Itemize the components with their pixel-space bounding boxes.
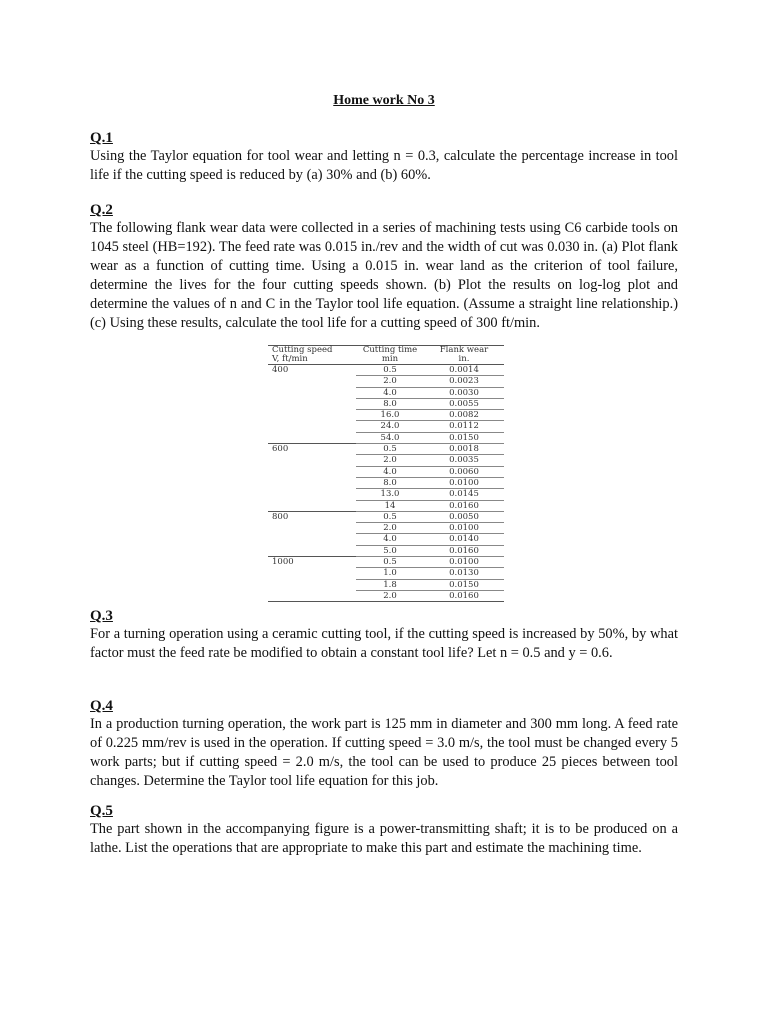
table-row: [268, 534, 504, 545]
question-1: [90, 129, 678, 185]
cell-cutting-speed: [268, 410, 356, 421]
question-label: Q.5: [90, 803, 113, 819]
table-row: [268, 489, 504, 500]
cell-cutting-speed: [268, 568, 356, 579]
cell-cutting-time: 2.0: [356, 376, 424, 387]
table-row: [268, 410, 504, 421]
cell-cutting-time: 13.0: [356, 489, 424, 500]
question-label: Q.3: [90, 608, 113, 624]
cell-cutting-time: 1.0: [356, 568, 424, 579]
cell-cutting-speed: [268, 500, 356, 511]
cell-flank-wear: 0.0130: [424, 568, 504, 579]
question-label: Q.1: [90, 130, 113, 146]
cell-flank-wear: 0.0050: [424, 511, 504, 522]
cell-cutting-time: 0.5: [356, 444, 424, 455]
cell-cutting-time: 54.0: [356, 432, 424, 443]
cell-cutting-time: 5.0: [356, 545, 424, 556]
cell-flank-wear: 0.0160: [424, 545, 504, 556]
cell-cutting-time: 4.0: [356, 534, 424, 545]
cell-cutting-speed: 1000: [268, 557, 356, 568]
table-row: [268, 455, 504, 466]
header-line: Cutting speed: [272, 345, 333, 355]
table-row: [268, 579, 504, 590]
flank-wear-table-container: [268, 345, 504, 602]
question-text: The following flank wear data were collected in a series of machining tests using C6 carbide tools on 1045 steel (HB=192). The feed rate was 0.015 in./rev and the width of cut was 0.030 in. (a) Plot flank wear as a function of cutting time. Using a 0.015 in. wear land as the criterion of tool failure, determine the lives for the four cutting speeds shown. (b) Plot the results on log-log plot and determine the values of n and C in the Taylor tool life equation. (Assume a straight line relationship.) (c) Using these results, calculate the tool life for a cutting speed of 300 ft/min.: [90, 220, 678, 331]
question-label: Q.4: [90, 698, 113, 714]
table-row: [268, 398, 504, 409]
question-text: Using the Taylor equation for tool wear and letting n = 0.3, calculate the percentage increase in tool life if the cutting speed is reduced by (a) 30% and (b) 60%.: [90, 148, 678, 183]
header-line: in.: [458, 354, 470, 364]
cell-cutting-time: 16.0: [356, 410, 424, 421]
table-row: [268, 365, 504, 376]
table-row: [268, 568, 504, 579]
question-text: The part shown in the accompanying figure is a power-transmitting shaft; it is to be produced on a lathe. List the operations that are appropriate to make this part and estimate the machining time.: [90, 821, 678, 856]
cell-cutting-time: 14: [356, 500, 424, 511]
page-title: Home work No 3: [333, 93, 435, 108]
question-3: [90, 607, 678, 663]
table-header-row: [268, 346, 504, 365]
cell-cutting-time: 4.0: [356, 466, 424, 477]
table-row: [268, 376, 504, 387]
question-text: For a turning operation using a ceramic cutting tool, if the cutting speed is increased by 50%, by what factor must the feed rate be modified to obtain a constant tool life? Let n = 0.5 and y = 0.6.: [90, 626, 678, 661]
table-row: [268, 523, 504, 534]
table-row: [268, 432, 504, 443]
header-line: min: [381, 354, 399, 364]
cell-cutting-speed: [268, 590, 356, 601]
cell-cutting-time: 2.0: [356, 455, 424, 466]
question-5: [90, 802, 678, 858]
cell-flank-wear: 0.0035: [424, 455, 504, 466]
cell-flank-wear: 0.0160: [424, 590, 504, 601]
cell-flank-wear: 0.0160: [424, 500, 504, 511]
cell-cutting-time: 4.0: [356, 387, 424, 398]
cell-cutting-speed: [268, 477, 356, 488]
cell-flank-wear: 0.0112: [424, 421, 504, 432]
cell-cutting-time: 24.0: [356, 421, 424, 432]
header-line: Cutting time: [362, 345, 418, 355]
cell-cutting-time: 0.5: [356, 557, 424, 568]
cell-cutting-speed: [268, 376, 356, 387]
cell-cutting-speed: [268, 534, 356, 545]
cell-cutting-speed: 400: [268, 365, 356, 376]
table-row: [268, 466, 504, 477]
cell-cutting-speed: [268, 545, 356, 556]
table-row: [268, 421, 504, 432]
table-row: [268, 545, 504, 556]
cell-cutting-time: 0.5: [356, 365, 424, 376]
question-4: [90, 697, 678, 791]
table-row: [268, 500, 504, 511]
cell-flank-wear: 0.0023: [424, 376, 504, 387]
cell-flank-wear: 0.0150: [424, 579, 504, 590]
header-cutting-speed: [268, 346, 356, 365]
table-row: [268, 444, 504, 455]
cell-cutting-time: 8.0: [356, 398, 424, 409]
cell-cutting-speed: 800: [268, 511, 356, 522]
table-row: [268, 477, 504, 488]
table-row: [268, 511, 504, 522]
cell-flank-wear: 0.0150: [424, 432, 504, 443]
cell-flank-wear: 0.0100: [424, 477, 504, 488]
cell-flank-wear: 0.0018: [424, 444, 504, 455]
table-row: [268, 387, 504, 398]
cell-flank-wear: 0.0145: [424, 489, 504, 500]
header-cutting-time: [356, 346, 424, 365]
cell-cutting-time: 8.0: [356, 477, 424, 488]
cell-cutting-speed: [268, 432, 356, 443]
cell-flank-wear: 0.0082: [424, 410, 504, 421]
header-line: V, ft/min: [272, 354, 308, 364]
cell-cutting-speed: [268, 421, 356, 432]
cell-cutting-time: 1.8: [356, 579, 424, 590]
flank-wear-table: [268, 345, 504, 602]
cell-cutting-speed: [268, 466, 356, 477]
cell-cutting-speed: [268, 455, 356, 466]
cell-flank-wear: 0.0100: [424, 523, 504, 534]
cell-cutting-time: 2.0: [356, 523, 424, 534]
cell-cutting-speed: [268, 579, 356, 590]
cell-flank-wear: 0.0060: [424, 466, 504, 477]
cell-flank-wear: 0.0014: [424, 365, 504, 376]
header-line: Flank wear: [439, 345, 489, 355]
question-text: In a production turning operation, the work part is 125 mm in diameter and 300 mm long. A feed rate of 0.225 mm/rev is used in the operation. If cutting speed = 3.0 m/s, the tool must be changed every 5 work parts; but if cutting speed = 2.0 m/s, the tool can be used to produce 25 pieces between tool changes. Determine the Taylor tool life equation for this job.: [90, 716, 678, 789]
cell-cutting-speed: [268, 523, 356, 534]
cell-cutting-time: 2.0: [356, 590, 424, 601]
cell-cutting-speed: 600: [268, 444, 356, 455]
cell-cutting-speed: [268, 398, 356, 409]
cell-cutting-speed: [268, 387, 356, 398]
cell-flank-wear: 0.0140: [424, 534, 504, 545]
header-flank-wear: [424, 346, 504, 365]
table-row: [268, 557, 504, 568]
cell-flank-wear: 0.0100: [424, 557, 504, 568]
cell-flank-wear: 0.0055: [424, 398, 504, 409]
cell-cutting-speed: [268, 489, 356, 500]
table-body: [268, 365, 504, 602]
cell-flank-wear: 0.0030: [424, 387, 504, 398]
question-2: [90, 201, 678, 333]
question-label: Q.2: [90, 202, 113, 218]
table-row: [268, 590, 504, 601]
cell-cutting-time: 0.5: [356, 511, 424, 522]
